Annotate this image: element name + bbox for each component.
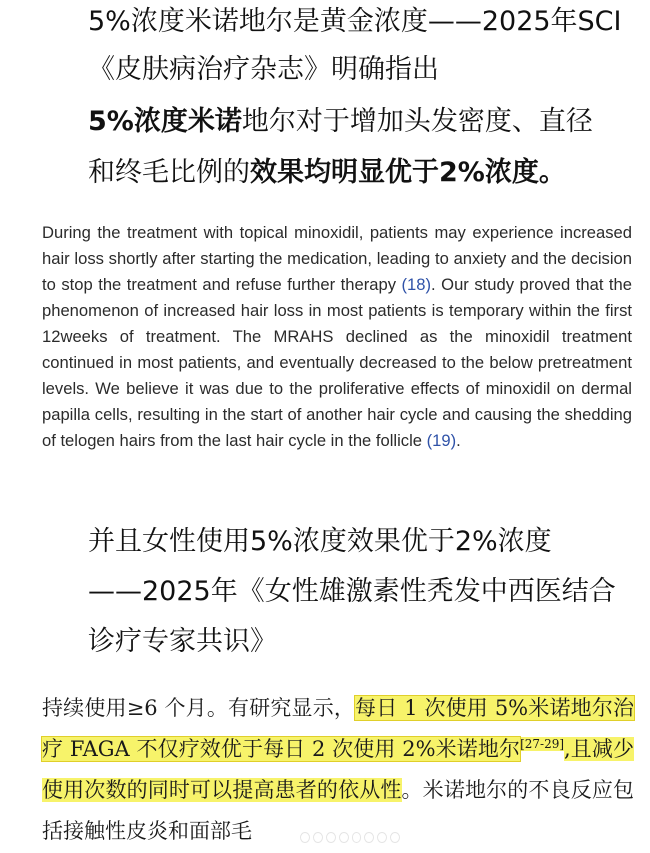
heading1-line4-start: 和终毛比例的 bbox=[88, 157, 250, 188]
citation-27-29: [27-29] bbox=[520, 737, 565, 751]
heading1-line2: 《皮肤病治疗杂志》明确指出 bbox=[88, 54, 439, 85]
excerpt-part2: . Our study proved that the phenomenon of increased hair loss in most patients is temporary within the first 12weeks of treatment. The MRAHS declined as the minoxidil treatment continued in most patients, and eventually decreased to the below pretreatment levels. We believe it was due to the proliferative effects of minoxidil on dermal papilla cells, resulting in the start of another hair cycle and causing the shedding of telogen hairs from the last hair cycle in the follicle bbox=[42, 275, 632, 450]
chinese-excerpt bbox=[42, 688, 634, 852]
highlight-2: ,且减少使用次数的同时可以提高患者的依从性 bbox=[42, 737, 634, 802]
heading2-line2: ——2025年《女性雄激素性秃发中西医结合 bbox=[88, 576, 616, 607]
excerpt-part3: . bbox=[456, 431, 461, 450]
heading1-line3 bbox=[88, 104, 593, 140]
heading1-line3-rest: 地尔对于增加头发密度、直径 bbox=[241, 106, 593, 137]
citation-19: (19) bbox=[426, 431, 457, 450]
heading2-line3: 诊疗专家共识》 bbox=[88, 626, 277, 657]
excerpt-part1: During the treatment with topical minoxidil, patients may experience increased hair loss shortly after starting the medication, leading to anxiety and the decision to stop the treatment and refuse further therapy bbox=[42, 223, 632, 294]
english-excerpt bbox=[42, 220, 632, 454]
heading1-line3-bold: 5%浓度米诺 bbox=[88, 106, 242, 137]
heading2-line1: 并且女性使用5%浓度效果优于2%浓度 bbox=[88, 526, 552, 557]
highlight-1: 每日 1 次使用 5%米诺地尔治疗 FAGA 不仅疗效优于每日 2 次使用 2%米诺地尔 bbox=[42, 696, 634, 761]
cn-lead: 持续使用≥6 个月。有研究显示， bbox=[42, 696, 356, 720]
citation-18: (18) bbox=[401, 275, 432, 294]
heading1-line4 bbox=[88, 155, 566, 191]
heading1-line4-bold: 效果均明显优于2%浓度。 bbox=[250, 157, 566, 188]
cn-tail: 。米诺地尔的不良反应包括接触性皮炎和面部毛 bbox=[42, 778, 635, 843]
heading1-line1: 5%浓度米诺地尔是黄金浓度——2025年SCI bbox=[88, 6, 622, 37]
watermark-icon bbox=[300, 832, 400, 846]
